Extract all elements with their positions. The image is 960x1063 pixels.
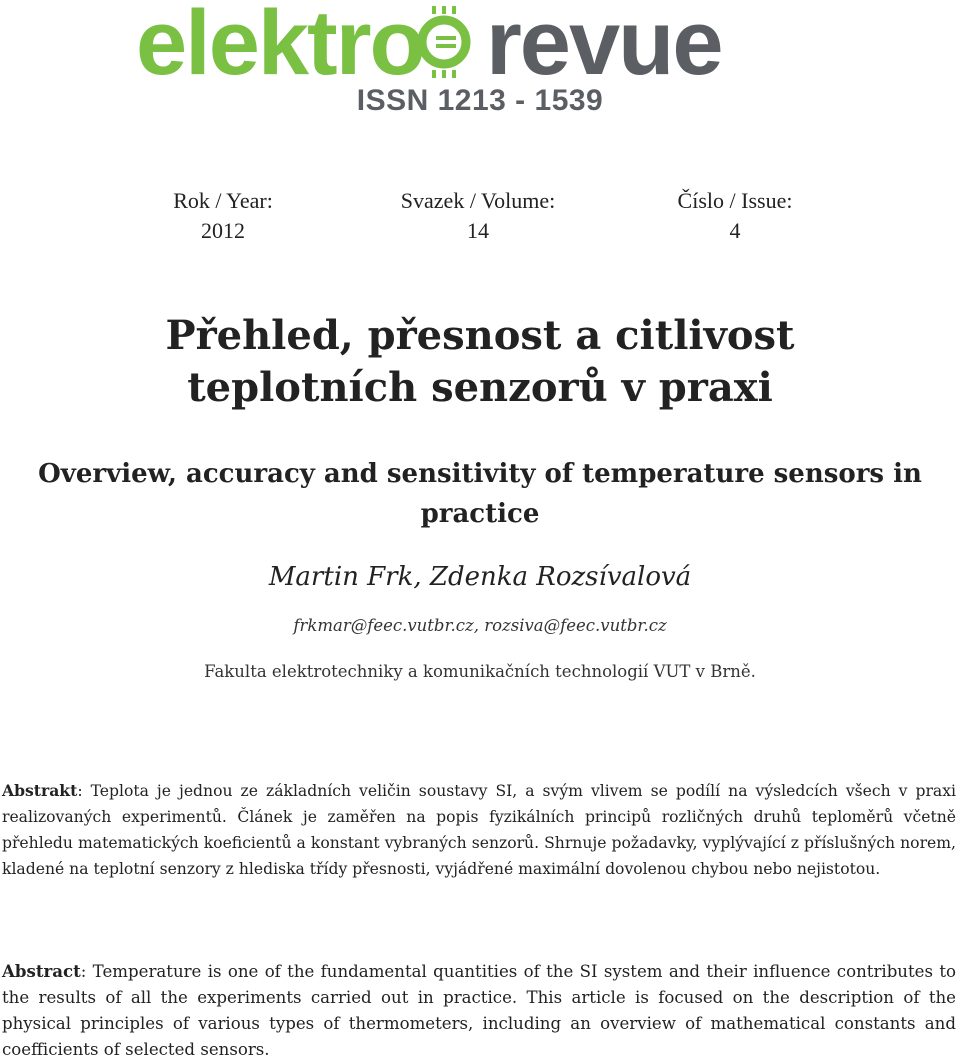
authors: Martin Frk, Zdenka Rozsívalová [268, 562, 692, 592]
volume-value: 14 [467, 218, 489, 243]
abstract-english-text: : Temperature is one of the fundamental quantities of the SI system and their influence contributes to the results of all the experiments carried out in practice. This article is focused on the description of the physical principles of various types of thermometers, including an overview of mathematical constants and coefficients of selected sensors. [2, 962, 956, 1059]
logo-text-elektro: elektro [136, 2, 424, 84]
abstract-czech-text: : Teplota je jednou ze základních veličin soustavy SI, a svým vlivem se podílí na výsledcích všech v praxi realizovaných experimentů. Článek je zaměřen na popis fyzikálních principů rozličných druhů teploměrů včetně přehledu matematických koeficientů a konstant vybraných senzorů. Shrnuje požadavky, vyplývající z příslušných norem, kladené na teplotní senzory z hlediska třídy přesnosti, vyjádřené maximální dovolenou chybou nebo nejistotou. [2, 782, 956, 878]
issue-block [652, 186, 818, 246]
issue-value: 4 [729, 218, 741, 243]
issn: ISSN 1213 - 1539 [356, 84, 604, 117]
elektrorevue-logo [136, 2, 826, 84]
author-emails: frkmar@feec.vutbr.cz, rozsiva@feec.vutbr.cz [293, 616, 667, 635]
year-label: Rok / Year: [173, 188, 273, 213]
volume-label: Svazek / Volume: [400, 188, 556, 213]
year-value: 2012 [201, 218, 245, 243]
logo-text-revue: revue [486, 2, 722, 84]
article-title: Přehled, přesnost a citlivost teplotních senzorů v praxi [165, 312, 795, 411]
chip-icon [422, 6, 466, 78]
year-block [143, 186, 303, 246]
issue-metadata [0, 186, 960, 246]
affiliation: Fakulta elektrotechniky a komunikačních technologií VUT v Brně. [204, 662, 756, 681]
issue-label: Číslo / Issue: [677, 188, 793, 213]
abstract-english [2, 958, 956, 1063]
abstract-czech [2, 778, 956, 882]
abstract-english-label: Abstract [2, 961, 81, 981]
article-title-english: Overview, accuracy and sensitivity of temperature sensors in practice [38, 459, 922, 529]
abstract-czech-label: Abstrakt [2, 781, 78, 800]
volume-block [378, 186, 578, 246]
